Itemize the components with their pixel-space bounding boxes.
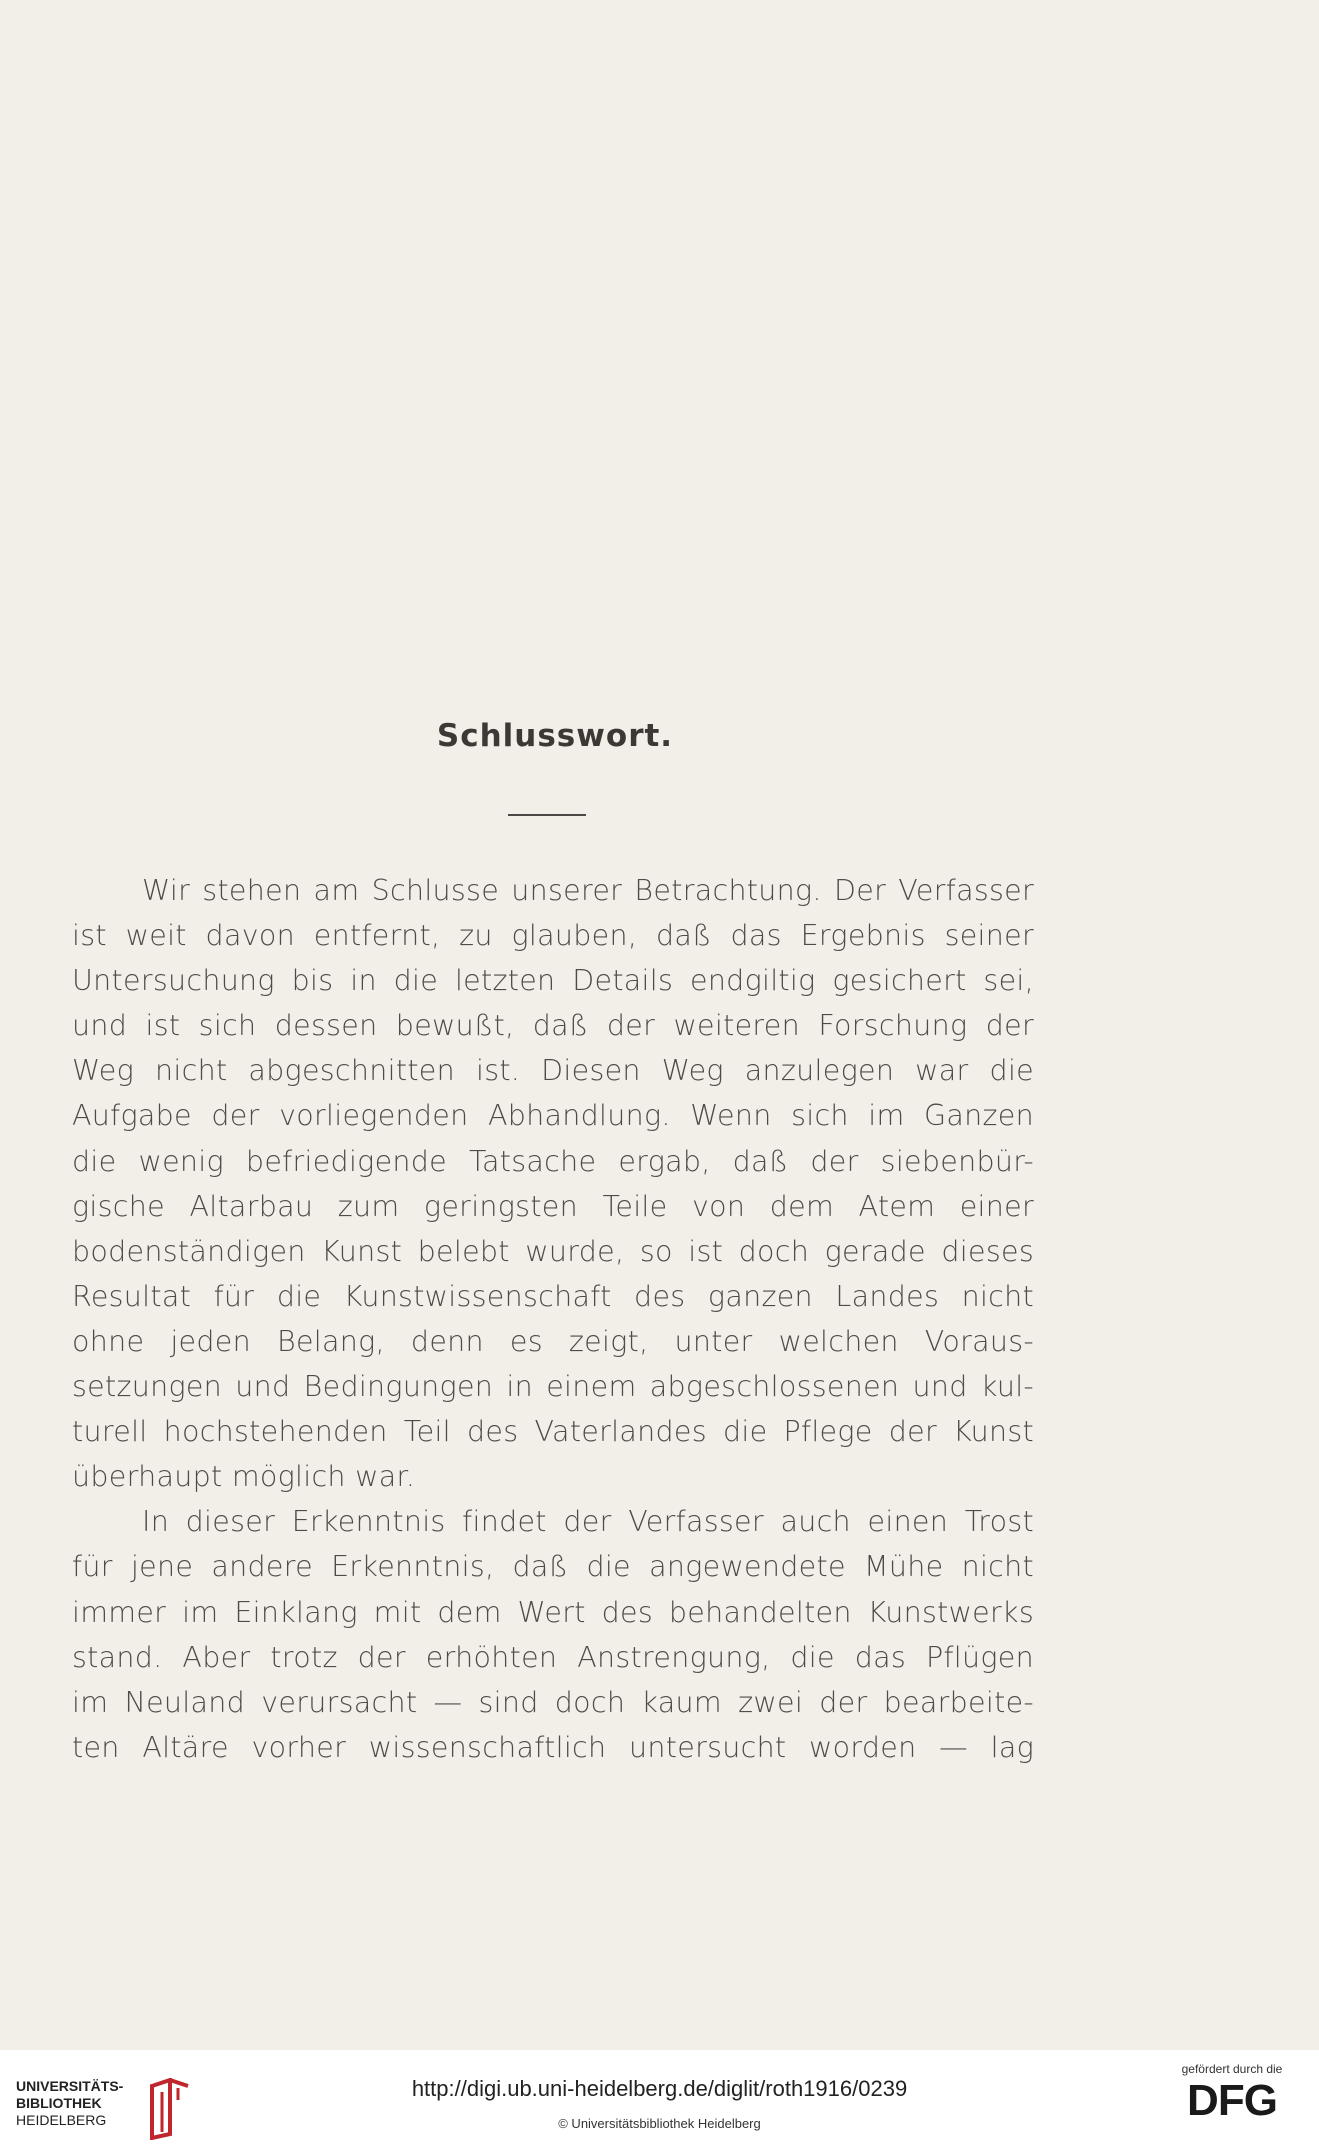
library-name-line: UNIVERSITÄTS- bbox=[16, 2078, 124, 2094]
text-line: ist weit davon entfernt, zu glauben, daß das Ergebnis seiner bbox=[72, 919, 1034, 953]
text-line: turell hochstehenden Teil des Vaterlandes die Pflege der Kunst bbox=[72, 1415, 1034, 1449]
title-divider bbox=[508, 814, 586, 816]
text-line: ohne jeden Belang, denn es zeigt, unter welchen Voraus- bbox=[72, 1324, 1034, 1358]
body-text bbox=[72, 868, 1034, 1770]
text-line: Wir stehen am Schlusse unserer Betrachtung. Der Verfasser bbox=[142, 874, 1034, 907]
paragraph-2 bbox=[72, 1499, 1034, 1770]
paragraph-1 bbox=[72, 868, 1034, 1499]
text-line: ten Altäre vorher wissenschaftlich untersucht worden — lag bbox=[72, 1730, 1034, 1764]
text-line: Resultat für die Kunstwissenschaft des ganzen Landes nicht bbox=[72, 1279, 1034, 1313]
dfg-logo-text: DFG bbox=[1187, 2076, 1277, 2125]
viewer-footer bbox=[0, 2050, 1319, 2148]
library-name-line: BIBLIOTHEK bbox=[16, 2095, 102, 2111]
text-line: überhaupt möglich war. bbox=[72, 1460, 416, 1494]
text-line: die wenig befriedigende Tatsache ergab, daß der siebenbür- bbox=[72, 1144, 1034, 1178]
copyright-notice: © Universitätsbibliothek Heidelberg bbox=[558, 2116, 761, 2131]
text-line: setzungen und Bedingungen in einem abgeschlossenen und kul- bbox=[72, 1370, 1034, 1404]
funded-by-label: gefördert durch die bbox=[1181, 2062, 1283, 2076]
text-line: In dieser Erkenntnis findet der Verfasser auch einen Trost bbox=[142, 1505, 1034, 1539]
text-line: und ist sich dessen bewußt, daß der weiteren Forschung der bbox=[72, 1009, 1034, 1043]
chapter-title: Schlusswort. bbox=[436, 718, 674, 754]
library-name-line: HEIDELBERG bbox=[16, 2112, 107, 2128]
dfg-funding-logo[interactable] bbox=[1167, 2062, 1297, 2142]
text-line: für jene andere Erkenntnis, daß die angewendete Mühe nicht bbox=[72, 1550, 1034, 1584]
text-line: stand. Aber trotz der erhöhten Anstrengung, die das Pflügen bbox=[72, 1640, 1034, 1674]
text-line: im Neuland verursacht — sind doch kaum zwei der bearbeite- bbox=[72, 1685, 1034, 1719]
text-line: bodenständigen Kunst belebt wurde, so ist doch gerade dieses bbox=[72, 1234, 1034, 1268]
permalink-url[interactable]: http://digi.ub.uni-heidelberg.de/diglit/roth1916/0239 bbox=[411, 2076, 908, 2101]
text-line: Aufgabe der vorliegenden Abhandlung. Wenn sich im Ganzen bbox=[72, 1099, 1034, 1133]
text-line: Untersuchung bis in die letzten Details endgiltig gesichert sei, bbox=[72, 964, 1034, 998]
text-line: gische Altarbau zum geringsten Teile von dem Atem einer bbox=[72, 1189, 1034, 1223]
text-line: Weg nicht abgeschnitten ist. Diesen Weg anzulegen war die bbox=[72, 1054, 1034, 1088]
text-line: immer im Einklang mit dem Wert des behandelten Kunstwerks bbox=[72, 1595, 1034, 1629]
